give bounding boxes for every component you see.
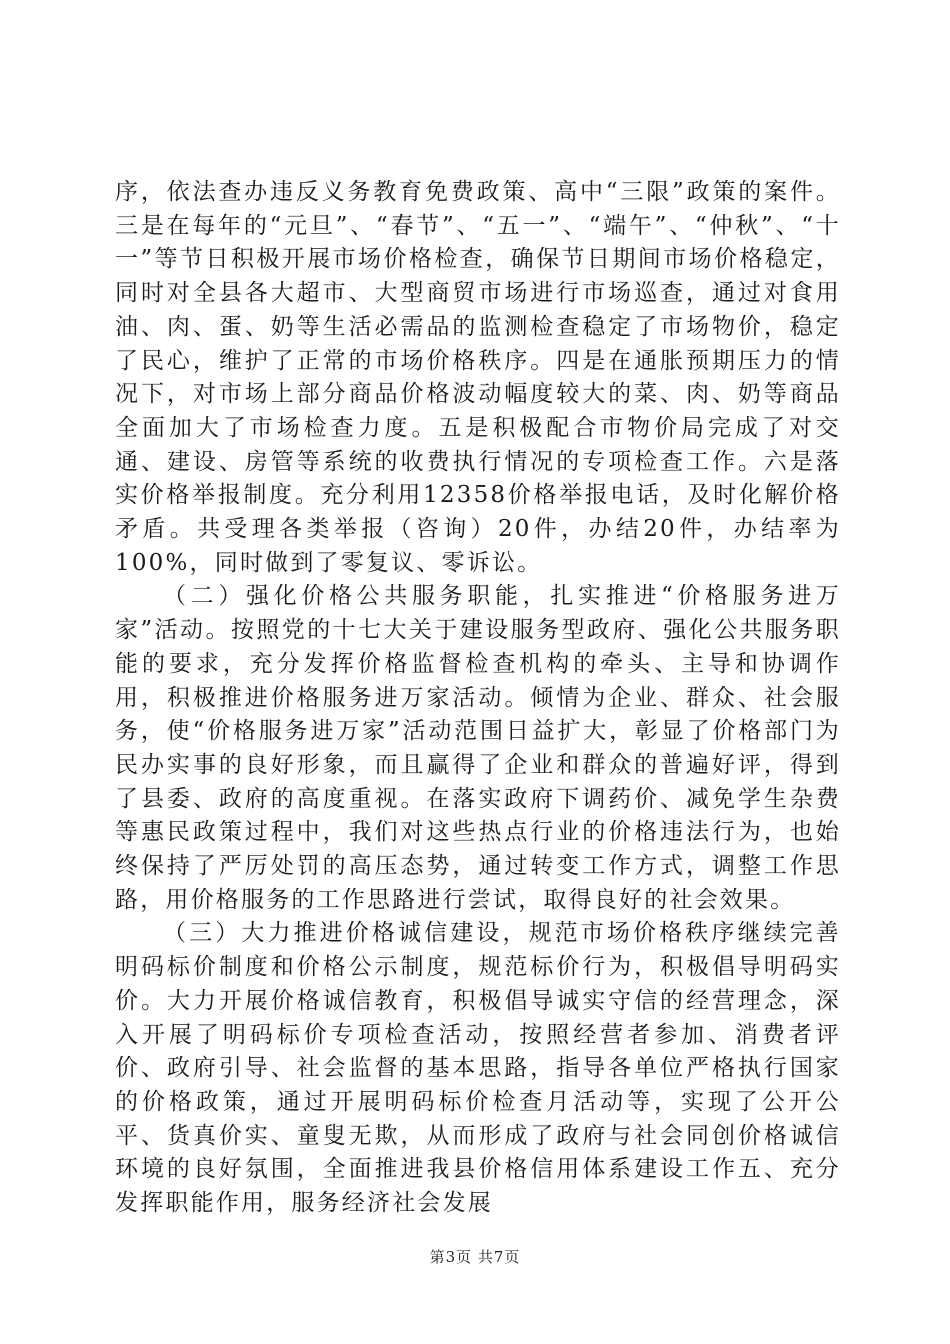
paragraph-section-3: （三）大力推进价格诚信建设，规范市场价格秩序继续完善明码标价制度和价格公示制度，规范标价行为，积极倡导明码实价。大力开展价格诚信教育，积极倡导诚实守信的经营理念，深入开展了明码标价专项检查活动，按照经营者参加、消费者评价、政府引导、社会监督的基本思路，指导各单位严格执行国家的价格政策，通过开展明码标价检查月活动等，实现了公开公平、货真价实、童叟无欺，从而形成了政府与社会同创价格诚信环境的良好氛围，全面推进我县价格信用体系建设工作五、充分发挥职能作用，服务经济社会发展 <box>115 920 841 1217</box>
page-number-footer: 第3页 共7页 <box>429 1248 521 1266</box>
paragraph-section-2: （二）强化价格公共服务职能，扎实推进“价格服务进万家”活动。按照党的十七大关于建设服务型政府、强化公共服务职能的要求，充分发挥价格监督检查机构的牵头、主导和协调作用，积极推进价格服务进万家活动。倾情为企业、群众、社会服务，使“价格服务进万家”活动范围日益扩大，彰显了价格部门为民办实事的良好形象，而且赢得了企业和群众的普遍好评，得到了县委、政府的高度重视。在落实政府下调药价、减免学生杂费等惠民政策过程中，我们对这些热点行业的价格违法行为，也始终保持了严厉处罚的高压态势，通过转变工作方式，调整工作思路，用价格服务的工作思路进行尝试，取得良好的社会效果。 <box>115 583 841 913</box>
document-body <box>115 176 841 1221</box>
paragraph-continuation: 序，依法查办违反义务教育免费政策、高中“三限”政策的案件。三是在每年的“元旦”、“春节”、“五一”、“端午”、“仲秋”、“十一”等节日积极开展市场价格检查，确保节日期间市场价格稳定，同时对全县各大超市、大型商贸市场进行市场巡查，通过对食用油、肉、蛋、奶等生活必需品的监测检查稳定了市场物价，稳定了民心，维护了正常的市场价格秩序。四是在通胀预期压力的情况下，对市场上部分商品价格波动幅度较大的菜、肉、奶等商品全面加大了市场检查力度。五是积极配合市物价局完成了对交通、建设、房管等系统的收费执行情况的专项检查工作。六是落实价格举报制度。充分利用12358价格举报电话，及时化解价格矛盾。共受理各类举报（咨询）20件，办结20件，办结率为100%，同时做到了零复议、零诉讼。 <box>115 179 841 576</box>
